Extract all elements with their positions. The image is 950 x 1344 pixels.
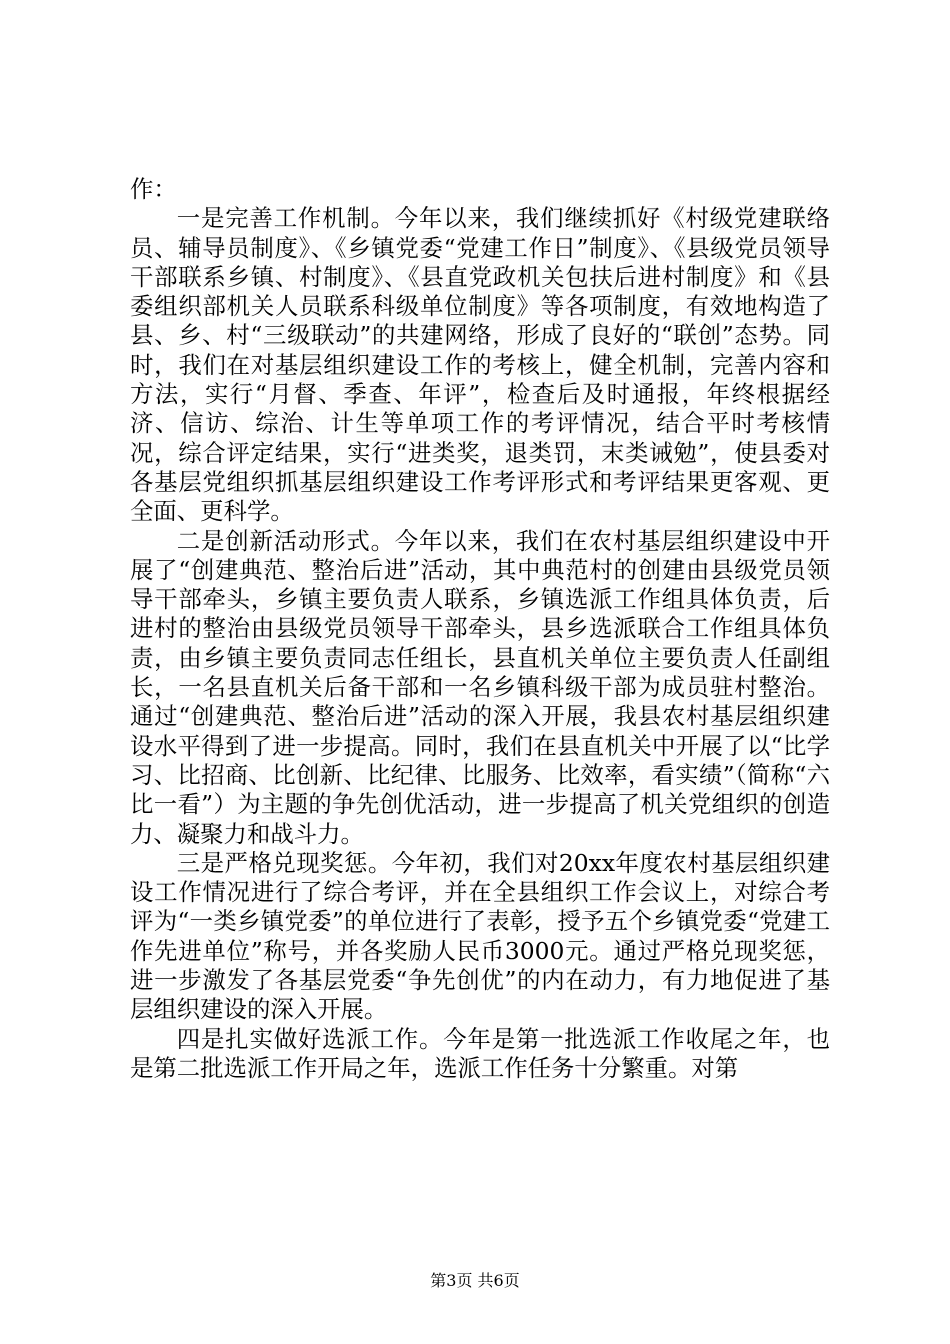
body-text <box>130 175 830 1083</box>
paragraph-mechanism: 一是完善工作机制。今年以来，我们继续抓好《村级党建联络员、辅导员制度》、《乡镇党委“党建工作日”制度》、《县级党员领导干部联系乡镇、村制度》、《县直党政机关包扶后进村制度》和《县委组织部机关人员联系科级单位制度》等各项制度，有效地构造了县、乡、村“三级联动”的共建网络，形成了良好的“联创”态势。同时，我们在对基层组织建设工作的考核上，健全机制，完善内容和方法，实行“月督、季查、年评”，检查后及时通报，年终根据经济、信访、综治、计生等单项工作的考评情况，结合平时考核情况，综合评定结果，实行“进类奖，退类罚，末类诫勉”，使县委对各基层党组织抓基层组织建设工作考评形式和考评结果更客观、更全面、更科学。 <box>130 204 830 526</box>
paragraph-activities: 二是创新活动形式。今年以来，我们在农村基层组织建设中开展了“创建典范、整治后进”活动，其中典范村的创建由县级党员领导干部牵头，乡镇主要负责人联系，乡镇选派工作组具体负责，后进村的整治由县级党员领导干部牵头，县乡选派联合工作组具体负责，由乡镇主要负责同志任组长，县直机关单位主要负责人任副组长，一名县直机关后备干部和一名乡镇科级干部为成员驻村整治。通过“创建典范、整治后进”活动的深入开展，我县农村基层组织建设水平得到了进一步提高。同时，我们在县直机关中开展了以“比学习、比招商、比创新、比纪律、比服务、比效率，看实绩”（简称“六比一看”）为主题的争先创优活动，进一步提高了机关党组织的创造力、凝聚力和战斗力。 <box>130 526 830 848</box>
paragraph-selection: 四是扎实做好选派工作。今年是第一批选派工作收尾之年，也是第二批选派工作开局之年，选派工作任务十分繁重。对第 <box>130 1024 830 1082</box>
page-number: 第3页 共6页 <box>430 1271 520 1290</box>
paragraph-continuation: 作： <box>130 175 177 203</box>
paragraph-rewards: 三是严格兑现奖惩。今年初，我们对20xx年度农村基层组织建设工作情况进行了综合考评，并在全县组织工作会议上，对综合考评为“一类乡镇党委”的单位进行了表彰，授予五个乡镇党委“党建工作先进单位”称号，并各奖励人民币3000元。通过严格兑现奖惩，进一步激发了各基层党委“争先创优”的内在动力，有力地促进了基层组织建设的深入开展。 <box>130 848 830 1024</box>
page-footer <box>0 1271 950 1291</box>
